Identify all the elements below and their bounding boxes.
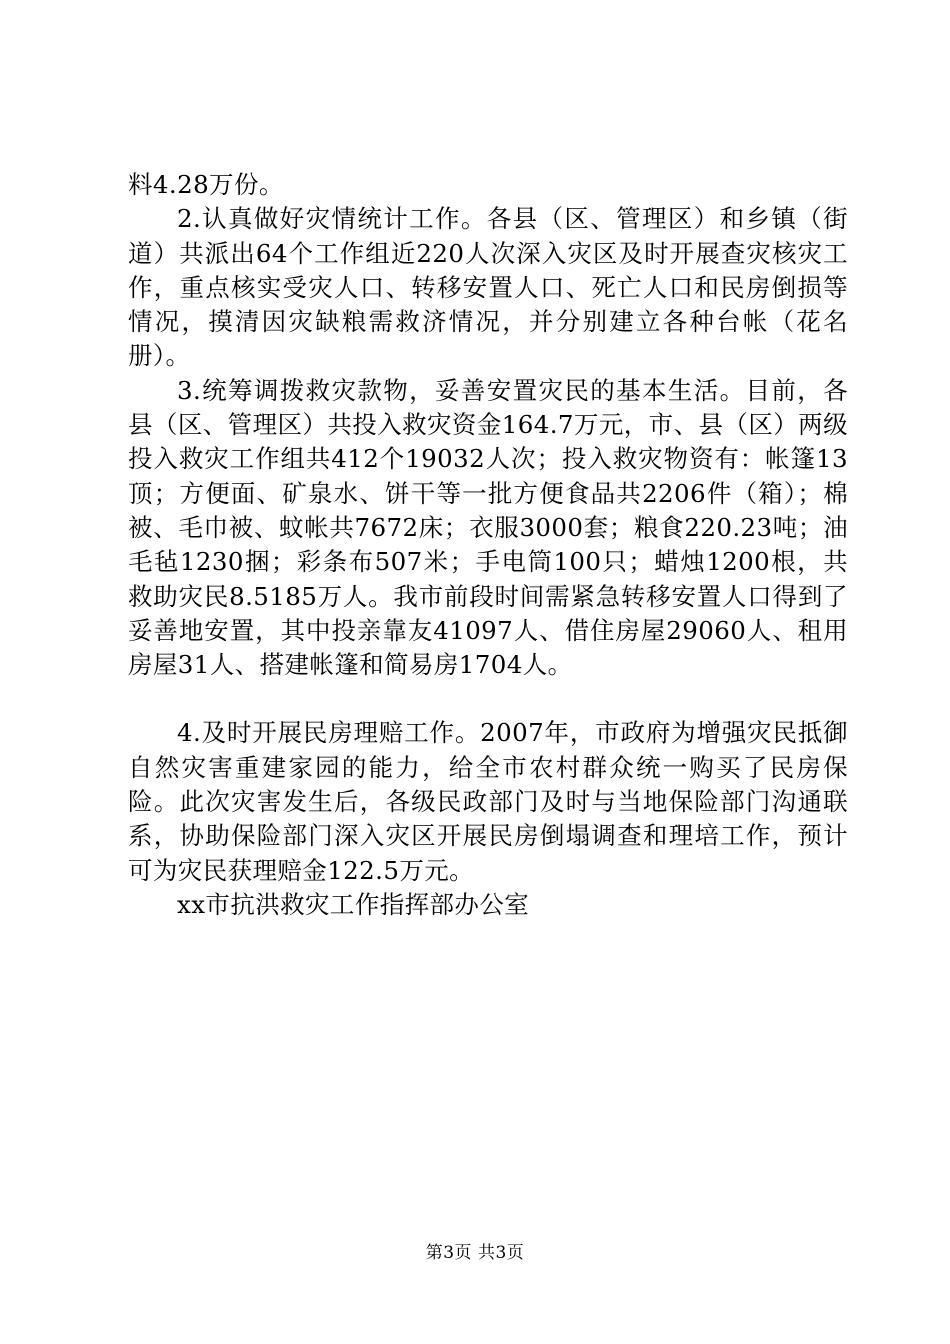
signature-office: xx市抗洪救灾工作指挥部办公室 <box>177 889 530 919</box>
paragraph-relief-allocation: 3.统筹调拨救灾款物，妥善安置灾民的基本生活。目前，各县（区、管理区）共投入救灾资金164.7万元，市、县（区）两级投入救灾工作组共412个19032人次；投入救灾物资有：帐篷13顶；方便面、矿泉水、饼干等一批方便食品共2206件（箱）；棉被、毛巾被、蚊帐共7672床；衣服3000套；粮食220.23吨；油毛毡1230捆；彩条布507米；手电筒100只；蜡烛1200根，共救助灾民8.5185万人。我市前段时间需紧急转移安置人口得到了妥善地安置，其中投亲靠友41097人、借住房屋29060人、租用房屋31人、搭建帐篷和简易房1704人。 <box>128 375 848 680</box>
document-body <box>128 168 848 922</box>
page-footer: 第3页 共3页 <box>425 1243 525 1263</box>
paragraph-housing-claims: 4.及时开展民房理赔工作。2007年，市政府为增强灾民抵御自然灾害重建家园的能力，给全市农村群众统一购买了民房保险。此次灾害发生后，各级民政部门及时与当地保险部门沟通联系，协助保险部门深入灾区开展民房倒塌调查和理培工作，预计可为灾民获理赔金122.5万元。 <box>128 718 848 885</box>
paragraph-disaster-statistics: 2.认真做好灾情统计工作。各县（区、管理区）和乡镇（街道）共派出64个工作组近220人次深入灾区及时开展查灾核灾工作，重点核实受灾人口、转移安置人口、死亡人口和民房倒损等情况，摸清因灾缺粮需救济情况，并分别建立各种台帐（花名册）。 <box>128 204 848 371</box>
paragraph-continuation: 料4.28万份。 <box>128 170 284 199</box>
